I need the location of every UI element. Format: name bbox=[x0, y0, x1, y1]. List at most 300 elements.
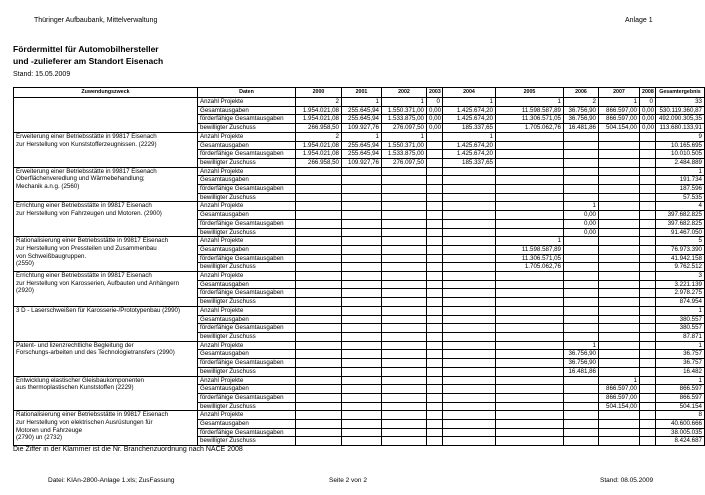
value-cell bbox=[382, 219, 427, 228]
value-cell bbox=[342, 411, 382, 420]
value-cell bbox=[382, 272, 427, 281]
value-cell bbox=[640, 202, 656, 211]
value-cell bbox=[564, 237, 599, 246]
value-cell bbox=[599, 185, 640, 194]
value-cell: 3.221.139 bbox=[656, 280, 705, 289]
zweck-line: (2920) bbox=[16, 287, 34, 295]
value-cell bbox=[443, 437, 496, 446]
zweck-line: Rationalisierung einer Betriebsstätte in 99817 Eisenach bbox=[16, 237, 169, 245]
value-cell bbox=[342, 428, 382, 437]
value-cell bbox=[427, 245, 443, 254]
value-cell bbox=[427, 237, 443, 246]
stand-date: Stand: 15.05.2009 bbox=[13, 71, 71, 78]
value-cell: 9 bbox=[656, 132, 705, 141]
value-cell bbox=[599, 176, 640, 185]
value-cell bbox=[296, 202, 342, 211]
table-row bbox=[14, 272, 705, 281]
value-cell bbox=[382, 332, 427, 341]
value-cell bbox=[496, 193, 564, 202]
value-cell: 1.954.021,08 bbox=[296, 141, 342, 150]
value-cell bbox=[443, 193, 496, 202]
value-cell bbox=[296, 272, 342, 281]
value-cell: 38.005.035 bbox=[656, 428, 705, 437]
value-cell bbox=[382, 167, 427, 176]
value-cell: 2.484.889 bbox=[656, 158, 705, 167]
value-cell bbox=[382, 298, 427, 307]
col-header: Daten bbox=[198, 88, 296, 98]
value-cell: 41.942.158 bbox=[656, 254, 705, 263]
table-row bbox=[14, 411, 705, 420]
value-cell bbox=[296, 280, 342, 289]
value-cell bbox=[382, 228, 427, 237]
value-cell bbox=[342, 167, 382, 176]
value-cell: 504.154 bbox=[656, 402, 705, 411]
value-cell: 36.757 bbox=[656, 350, 705, 359]
value-cell bbox=[342, 280, 382, 289]
value-cell bbox=[382, 385, 427, 394]
value-cell bbox=[564, 245, 599, 254]
value-cell bbox=[296, 167, 342, 176]
value-cell bbox=[427, 132, 443, 141]
value-cell bbox=[427, 167, 443, 176]
value-cell bbox=[599, 411, 640, 420]
value-cell bbox=[382, 359, 427, 368]
zweck-line: Forschungs-arbeiten und des Technologietransfers (2990) bbox=[16, 349, 175, 357]
value-cell: 36.756,90 bbox=[564, 350, 599, 359]
data-label-cell: förderfähige Gesamtausgaben bbox=[198, 428, 296, 437]
value-cell bbox=[296, 263, 342, 272]
value-cell: 109.927,76 bbox=[342, 158, 382, 167]
value-cell bbox=[599, 420, 640, 429]
value-cell bbox=[564, 385, 599, 394]
value-cell: 10.010.505 bbox=[656, 150, 705, 159]
value-cell bbox=[427, 437, 443, 446]
value-cell bbox=[427, 263, 443, 272]
value-cell: 1 bbox=[656, 341, 705, 350]
value-cell: 866.597,00 bbox=[599, 106, 640, 115]
value-cell bbox=[640, 237, 656, 246]
value-cell bbox=[443, 393, 496, 402]
value-cell bbox=[443, 341, 496, 350]
value-cell bbox=[599, 367, 640, 376]
value-cell bbox=[427, 376, 443, 385]
data-label-cell: förderfähige Gesamtausgaben bbox=[198, 219, 296, 228]
value-cell bbox=[443, 289, 496, 298]
value-cell bbox=[564, 280, 599, 289]
value-cell bbox=[443, 219, 496, 228]
value-cell bbox=[599, 289, 640, 298]
data-label-cell: Gesamtausgaben bbox=[198, 350, 296, 359]
value-cell bbox=[427, 359, 443, 368]
value-cell bbox=[443, 185, 496, 194]
value-cell bbox=[342, 332, 382, 341]
value-cell: 1 bbox=[382, 98, 427, 107]
value-cell bbox=[564, 420, 599, 429]
value-cell bbox=[342, 341, 382, 350]
table-row bbox=[14, 98, 705, 107]
value-cell: 1.705.062,76 bbox=[496, 124, 564, 133]
data-label-cell: förderfähige Gesamtausgaben bbox=[198, 393, 296, 402]
value-cell bbox=[496, 141, 564, 150]
value-cell: 33 bbox=[656, 98, 705, 107]
value-cell bbox=[640, 245, 656, 254]
value-cell bbox=[443, 332, 496, 341]
org-name: Thüringer Aufbaubank, Mittelverwaltung bbox=[34, 17, 158, 24]
value-cell: 276.097,50 bbox=[382, 158, 427, 167]
value-cell bbox=[342, 219, 382, 228]
value-cell: 1 bbox=[599, 98, 640, 107]
value-cell bbox=[564, 158, 599, 167]
value-cell bbox=[427, 402, 443, 411]
data-label-cell: Gesamtausgaben bbox=[198, 211, 296, 220]
value-cell bbox=[443, 272, 496, 281]
value-cell bbox=[599, 132, 640, 141]
data-label-cell: Anzahl Projekte bbox=[198, 306, 296, 315]
value-cell bbox=[427, 211, 443, 220]
value-cell bbox=[640, 359, 656, 368]
value-cell: 36.756,90 bbox=[564, 115, 599, 124]
value-cell bbox=[382, 420, 427, 429]
value-cell bbox=[427, 193, 443, 202]
value-cell: 1.550.371,00 bbox=[382, 141, 427, 150]
value-cell bbox=[427, 289, 443, 298]
value-cell: 91.467.050 bbox=[656, 228, 705, 237]
value-cell bbox=[599, 158, 640, 167]
value-cell bbox=[496, 367, 564, 376]
value-cell bbox=[599, 263, 640, 272]
value-cell: 1.425.674,20 bbox=[443, 115, 496, 124]
value-cell: 16.481,86 bbox=[564, 124, 599, 133]
value-cell bbox=[564, 150, 599, 159]
value-cell bbox=[427, 254, 443, 263]
value-cell bbox=[564, 263, 599, 272]
zweck-line: Erweiterung einer Betriebsstätte in 99817 Eisenach bbox=[16, 167, 157, 175]
value-cell: 36.757 bbox=[656, 359, 705, 368]
value-cell bbox=[496, 341, 564, 350]
value-cell bbox=[599, 437, 640, 446]
value-cell: 1.425.674,20 bbox=[443, 141, 496, 150]
value-cell: 0 bbox=[640, 98, 656, 107]
value-cell bbox=[599, 167, 640, 176]
value-cell: 36.756,90 bbox=[564, 359, 599, 368]
value-cell bbox=[496, 228, 564, 237]
value-cell bbox=[640, 393, 656, 402]
col-header: 2005 bbox=[496, 88, 564, 98]
zweck-cell bbox=[14, 341, 198, 376]
value-cell bbox=[496, 402, 564, 411]
value-cell bbox=[599, 280, 640, 289]
value-cell bbox=[496, 298, 564, 307]
value-cell bbox=[382, 393, 427, 402]
value-cell: 380.557 bbox=[656, 324, 705, 333]
value-cell bbox=[427, 367, 443, 376]
value-cell bbox=[296, 254, 342, 263]
value-cell bbox=[640, 350, 656, 359]
value-cell bbox=[382, 289, 427, 298]
table-row bbox=[14, 376, 705, 385]
value-cell bbox=[496, 202, 564, 211]
value-cell bbox=[382, 280, 427, 289]
value-cell bbox=[342, 237, 382, 246]
value-cell: 866.597 bbox=[656, 393, 705, 402]
col-header: 2000 bbox=[296, 88, 342, 98]
value-cell bbox=[296, 420, 342, 429]
value-cell bbox=[599, 324, 640, 333]
value-cell bbox=[427, 228, 443, 237]
value-cell: 57.535 bbox=[656, 193, 705, 202]
value-cell bbox=[443, 228, 496, 237]
zweck-line: Rationalisierung einer Betriebsstätte in 99817 Eisenach bbox=[16, 411, 169, 419]
data-label-cell: Gesamtausgaben bbox=[198, 280, 296, 289]
zweck-line: Errichtung einer Betriebsstätte in 99817 Eisenach bbox=[16, 272, 152, 280]
value-cell bbox=[427, 298, 443, 307]
data-label-cell: förderfähige Gesamtausgaben bbox=[198, 359, 296, 368]
data-label-cell: Gesamtausgaben bbox=[198, 420, 296, 429]
value-cell bbox=[443, 167, 496, 176]
value-cell bbox=[427, 176, 443, 185]
value-cell bbox=[496, 420, 564, 429]
value-cell bbox=[496, 132, 564, 141]
value-cell: 866.597,00 bbox=[599, 385, 640, 394]
value-cell bbox=[382, 185, 427, 194]
value-cell: 1 bbox=[656, 306, 705, 315]
value-cell bbox=[342, 202, 382, 211]
value-cell bbox=[342, 193, 382, 202]
value-cell bbox=[599, 237, 640, 246]
value-cell: 2 bbox=[296, 98, 342, 107]
value-cell: 0,00 bbox=[564, 228, 599, 237]
value-cell bbox=[640, 376, 656, 385]
value-cell bbox=[640, 193, 656, 202]
value-cell bbox=[564, 324, 599, 333]
value-cell bbox=[342, 254, 382, 263]
value-cell: 0,00 bbox=[564, 219, 599, 228]
value-cell bbox=[443, 211, 496, 220]
value-cell bbox=[564, 411, 599, 420]
value-cell: 113.680.133,91 bbox=[656, 124, 705, 133]
value-cell bbox=[382, 306, 427, 315]
value-cell: 0,00 bbox=[640, 124, 656, 133]
value-cell bbox=[599, 254, 640, 263]
value-cell bbox=[496, 376, 564, 385]
value-cell: 11.306.571,05 bbox=[496, 115, 564, 124]
zweck-line: 3 D - Laserschweißen für Karosserie-/Prototypenbau (2990) bbox=[16, 306, 181, 314]
value-cell bbox=[496, 150, 564, 159]
value-cell: 1 bbox=[599, 376, 640, 385]
value-cell bbox=[296, 393, 342, 402]
value-cell bbox=[427, 158, 443, 167]
value-cell bbox=[564, 272, 599, 281]
value-cell: 1.425.674,20 bbox=[443, 150, 496, 159]
value-cell: 2 bbox=[296, 132, 342, 141]
value-cell bbox=[599, 141, 640, 150]
value-cell bbox=[640, 185, 656, 194]
value-cell bbox=[599, 228, 640, 237]
value-cell bbox=[443, 306, 496, 315]
value-cell bbox=[640, 341, 656, 350]
value-cell: 266.958,50 bbox=[296, 158, 342, 167]
value-cell: 0,00 bbox=[427, 106, 443, 115]
value-cell bbox=[640, 411, 656, 420]
value-cell bbox=[342, 393, 382, 402]
data-label-cell: Anzahl Projekte bbox=[198, 202, 296, 211]
value-cell bbox=[640, 306, 656, 315]
footer-page: Seite 2 von 2 bbox=[329, 477, 367, 484]
value-cell bbox=[640, 428, 656, 437]
data-label-cell: förderfähige Gesamtausgaben bbox=[198, 115, 296, 124]
value-cell bbox=[342, 176, 382, 185]
value-cell: 397.682.825 bbox=[656, 211, 705, 220]
value-cell: 0,00 bbox=[640, 106, 656, 115]
value-cell bbox=[443, 176, 496, 185]
value-cell bbox=[443, 385, 496, 394]
col-header: 2006 bbox=[564, 88, 599, 98]
value-cell bbox=[496, 219, 564, 228]
value-cell bbox=[427, 341, 443, 350]
value-cell bbox=[564, 289, 599, 298]
value-cell: 1.550.371,00 bbox=[382, 106, 427, 115]
value-cell bbox=[382, 367, 427, 376]
zweck-cell bbox=[14, 306, 198, 341]
value-cell: 1.425.674,20 bbox=[443, 106, 496, 115]
value-cell bbox=[296, 193, 342, 202]
data-label-cell: Gesamtausgaben bbox=[198, 385, 296, 394]
value-cell: 1.954.021,08 bbox=[296, 115, 342, 124]
value-cell bbox=[296, 341, 342, 350]
zweck-line: zur Herstellung von Fahrzeugen und Motoren. (2900) bbox=[16, 210, 162, 218]
value-cell bbox=[443, 263, 496, 272]
value-cell: 1 bbox=[564, 341, 599, 350]
value-cell: 3 bbox=[656, 272, 705, 281]
value-cell: 0,00 bbox=[564, 211, 599, 220]
value-cell bbox=[564, 376, 599, 385]
value-cell bbox=[564, 185, 599, 194]
value-cell bbox=[564, 393, 599, 402]
value-cell: 1.705.062,76 bbox=[496, 263, 564, 272]
value-cell: 187.596 bbox=[656, 185, 705, 194]
value-cell: 1 bbox=[443, 132, 496, 141]
value-cell bbox=[382, 237, 427, 246]
value-cell: 0,00 bbox=[427, 124, 443, 133]
value-cell bbox=[599, 341, 640, 350]
value-cell bbox=[640, 150, 656, 159]
data-label-cell: bewilligter Zuschuss bbox=[198, 263, 296, 272]
value-cell bbox=[496, 167, 564, 176]
value-cell bbox=[296, 298, 342, 307]
zweck-line: Oberflächenveredlung und Wärmebehandlung; bbox=[16, 175, 145, 183]
value-cell: 874.954 bbox=[656, 298, 705, 307]
table-row bbox=[14, 306, 705, 315]
col-header: 2004 bbox=[443, 88, 496, 98]
value-cell bbox=[640, 315, 656, 324]
value-cell: 16.482 bbox=[656, 367, 705, 376]
value-cell bbox=[382, 315, 427, 324]
value-cell: 276.097,50 bbox=[382, 124, 427, 133]
value-cell: 1.954.021,08 bbox=[296, 150, 342, 159]
data-label-cell: förderfähige Gesamtausgaben bbox=[198, 150, 296, 159]
value-cell bbox=[599, 306, 640, 315]
value-cell bbox=[599, 193, 640, 202]
value-cell bbox=[640, 385, 656, 394]
value-cell: 191.734 bbox=[656, 176, 705, 185]
value-cell bbox=[640, 272, 656, 281]
value-cell bbox=[296, 411, 342, 420]
value-cell: 504.154,00 bbox=[599, 124, 640, 133]
value-cell: 109.927,76 bbox=[342, 124, 382, 133]
value-cell bbox=[382, 324, 427, 333]
value-cell bbox=[599, 428, 640, 437]
data-label-cell: bewilligter Zuschuss bbox=[198, 193, 296, 202]
value-cell: 87.871 bbox=[656, 332, 705, 341]
zweck-line: (2790) un (2732) bbox=[16, 434, 63, 442]
data-label-cell: bewilligter Zuschuss bbox=[198, 298, 296, 307]
value-cell bbox=[496, 350, 564, 359]
zweck-line: zur Herstellung von elektrischen Ausrüstungen für bbox=[16, 419, 153, 426]
data-label-cell: bewilligter Zuschuss bbox=[198, 124, 296, 133]
value-cell: 397.682.825 bbox=[656, 219, 705, 228]
value-cell: 255.645,94 bbox=[342, 141, 382, 150]
value-cell: 530.119.360,87 bbox=[656, 106, 705, 115]
value-cell bbox=[342, 245, 382, 254]
value-cell bbox=[342, 420, 382, 429]
value-cell bbox=[427, 411, 443, 420]
value-cell bbox=[296, 376, 342, 385]
value-cell bbox=[382, 254, 427, 263]
data-label-cell: förderfähige Gesamtausgaben bbox=[198, 254, 296, 263]
value-cell bbox=[564, 167, 599, 176]
value-cell bbox=[496, 272, 564, 281]
value-cell bbox=[564, 141, 599, 150]
data-label-cell: Anzahl Projekte bbox=[198, 98, 296, 107]
value-cell bbox=[640, 211, 656, 220]
value-cell bbox=[382, 245, 427, 254]
value-cell bbox=[599, 350, 640, 359]
zweck-line: Motoren und Fahrzeuge bbox=[16, 426, 83, 434]
zweck-line: Errichtung einer Betriebsstätte in 99817 Eisenach bbox=[16, 202, 152, 210]
value-cell: 266.958,50 bbox=[296, 124, 342, 133]
value-cell bbox=[342, 263, 382, 272]
value-cell bbox=[599, 211, 640, 220]
title-line-2: und -zulieferer am Standort Eisenach bbox=[13, 56, 164, 66]
value-cell bbox=[640, 437, 656, 446]
value-cell: 255.645,94 bbox=[342, 106, 382, 115]
value-cell: 16.481,86 bbox=[564, 367, 599, 376]
value-cell bbox=[342, 211, 382, 220]
value-cell bbox=[296, 289, 342, 298]
value-cell bbox=[342, 350, 382, 359]
table-row bbox=[14, 132, 705, 141]
value-cell bbox=[342, 367, 382, 376]
value-cell bbox=[427, 420, 443, 429]
value-cell bbox=[496, 176, 564, 185]
value-cell bbox=[564, 332, 599, 341]
value-cell bbox=[640, 289, 656, 298]
value-cell bbox=[382, 411, 427, 420]
value-cell: 1 bbox=[656, 167, 705, 176]
zweck-line: Erweiterung einer Betriebsstätte in 99817 Eisenach bbox=[16, 132, 157, 140]
value-cell bbox=[599, 219, 640, 228]
value-cell bbox=[296, 228, 342, 237]
data-label-cell: Anzahl Projekte bbox=[198, 341, 296, 350]
value-cell bbox=[443, 367, 496, 376]
value-cell: 2 bbox=[564, 98, 599, 107]
value-cell bbox=[296, 219, 342, 228]
value-cell bbox=[296, 185, 342, 194]
value-cell bbox=[427, 141, 443, 150]
value-cell: 1 bbox=[382, 132, 427, 141]
value-cell: 11.598.587,89 bbox=[496, 245, 564, 254]
value-cell: 76.973.390 bbox=[656, 245, 705, 254]
